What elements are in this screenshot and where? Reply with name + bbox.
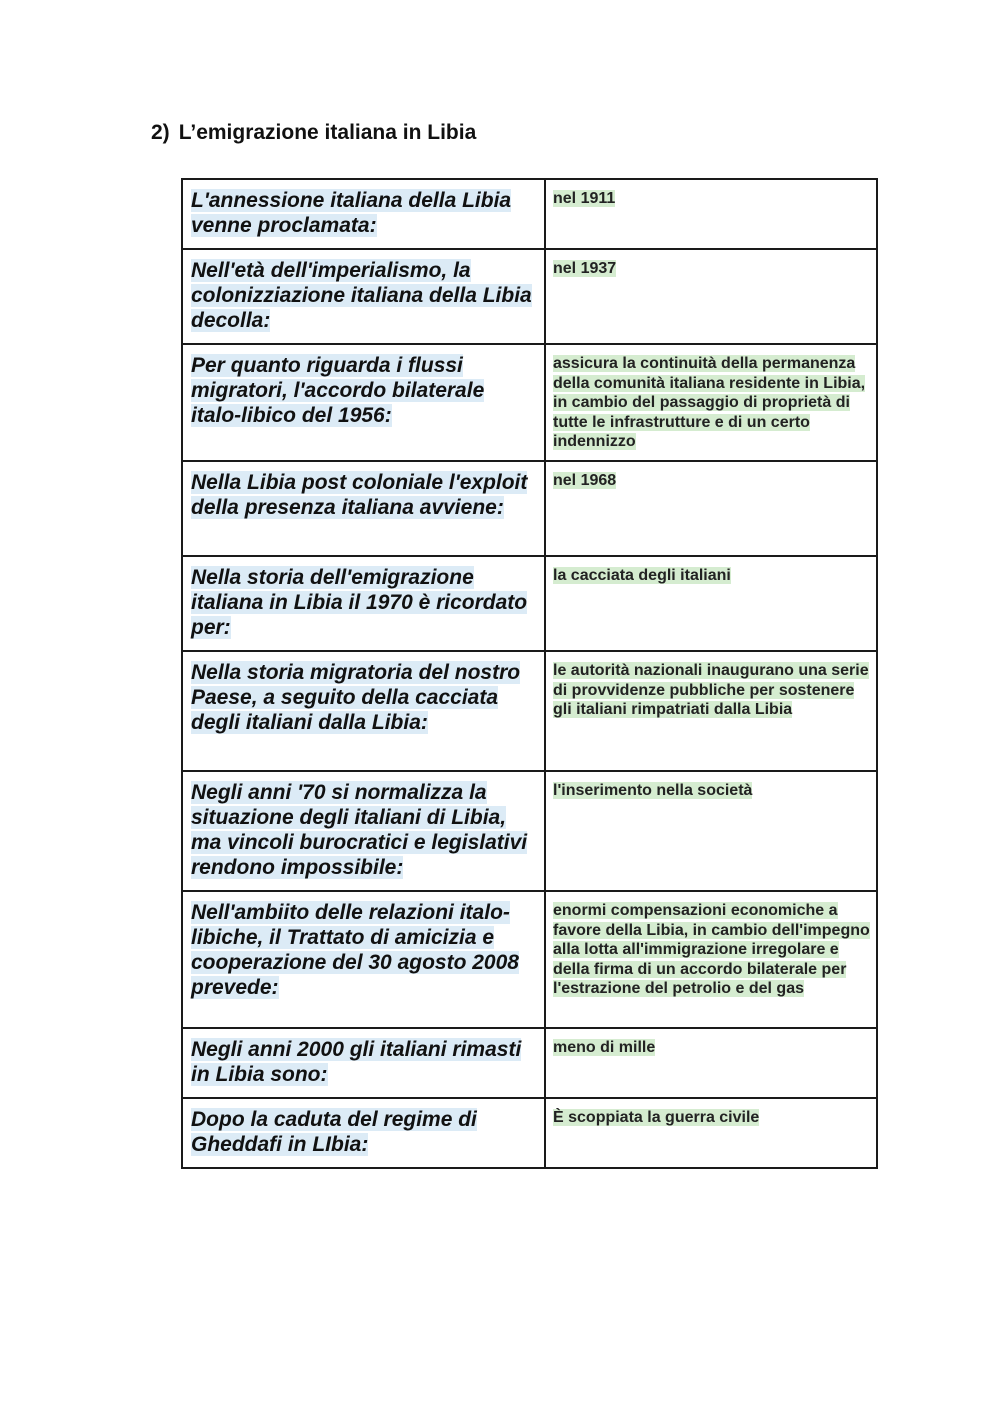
- answer-cell: [545, 1028, 877, 1098]
- answer-text: la cacciata degli italiani: [553, 567, 731, 584]
- answer-text: meno di mille: [553, 1039, 656, 1056]
- table-row: [182, 891, 877, 1028]
- answer-cell: [545, 891, 877, 1028]
- table-row: [182, 771, 877, 891]
- answer-cell: [545, 461, 877, 556]
- question-text: Nella storia migratoria del nostro Paese, a seguito della cacciata degli italiani dalla Libia:: [191, 661, 521, 734]
- question-cell: [182, 1028, 545, 1098]
- answer-text: nel 1937: [553, 260, 617, 277]
- question-text: Nella storia dell'emigrazione italiana in Libia il 1970 è ricordato per:: [191, 566, 528, 639]
- answer-cell: [545, 249, 877, 344]
- question-cell: [182, 179, 545, 249]
- answer-cell: [545, 651, 877, 771]
- question-cell: [182, 1098, 545, 1168]
- answer-text: È scoppiata la guerra civile: [553, 1109, 760, 1126]
- question-text: Negli anni 2000 gli italiani rimasti in Libia sono:: [191, 1038, 522, 1086]
- question-text: Per quanto riguarda i flussi migratori, l'accordo bilaterale italo-libico del 1956:: [191, 354, 485, 427]
- answer-text: le autorità nazionali inaugurano una serie di provvidenze pubbliche per sostenere gli italiani rimpatriati dalla Libia: [553, 662, 869, 718]
- section-heading: [151, 120, 476, 146]
- question-text: Dopo la caduta del regime di Gheddafi in LIbia:: [191, 1108, 477, 1156]
- question-cell: [182, 651, 545, 771]
- section-title: L’emigrazione italiana in Libia: [178, 121, 477, 144]
- answer-text: l'inserimento nella società: [553, 782, 753, 799]
- question-cell: [182, 556, 545, 651]
- table-row: [182, 344, 877, 461]
- table-row: [182, 556, 877, 651]
- question-cell: [182, 344, 545, 461]
- table-row: [182, 461, 877, 556]
- table-row: [182, 651, 877, 771]
- qa-table: [181, 178, 878, 1169]
- answer-cell: [545, 179, 877, 249]
- question-text: Nell'ambiito delle relazioni italo-libiche, il Trattato di amicizia e cooperazione del 30 agosto 2008 prevede:: [191, 901, 519, 999]
- question-text: Negli anni '70 si normalizza la situazione degli italiani di Libia, ma vincoli burocratici e legislativi rendono impossibile:: [191, 781, 528, 879]
- question-text: Nella Libia post coloniale l'exploit della presenza italiana avviene:: [191, 471, 528, 519]
- answer-text: nel 1911: [553, 190, 616, 207]
- answer-cell: [545, 556, 877, 651]
- answer-cell: [545, 771, 877, 891]
- table-row: [182, 1098, 877, 1168]
- answer-text: assicura la continuità della permanenza della comunità italiana residente in Libia, in cambio del passaggio di proprietà di tutte le infrastrutture e di un certo indennizzo: [553, 355, 866, 450]
- section-number: 2): [151, 121, 170, 144]
- answer-text: nel 1968: [553, 472, 617, 489]
- answer-text: enormi compensazioni economiche a favore della Libia, in cambio dell'impegno alla lotta all'immigrazione irregolare e della firma di un accordo bilaterale per l'estrazione del petrolio e del gas: [553, 902, 870, 997]
- answer-cell: [545, 344, 877, 461]
- question-cell: [182, 771, 545, 891]
- table-row: [182, 249, 877, 344]
- question-cell: [182, 249, 545, 344]
- answer-cell: [545, 1098, 877, 1168]
- table-row: [182, 1028, 877, 1098]
- question-text: L'annessione italiana della Libia venne proclamata:: [191, 189, 512, 237]
- question-text: Nell'età dell'imperialismo, la colonizziazione italiana della Libia decolla:: [191, 259, 532, 332]
- question-cell: [182, 891, 545, 1028]
- table-row: [182, 179, 877, 249]
- question-cell: [182, 461, 545, 556]
